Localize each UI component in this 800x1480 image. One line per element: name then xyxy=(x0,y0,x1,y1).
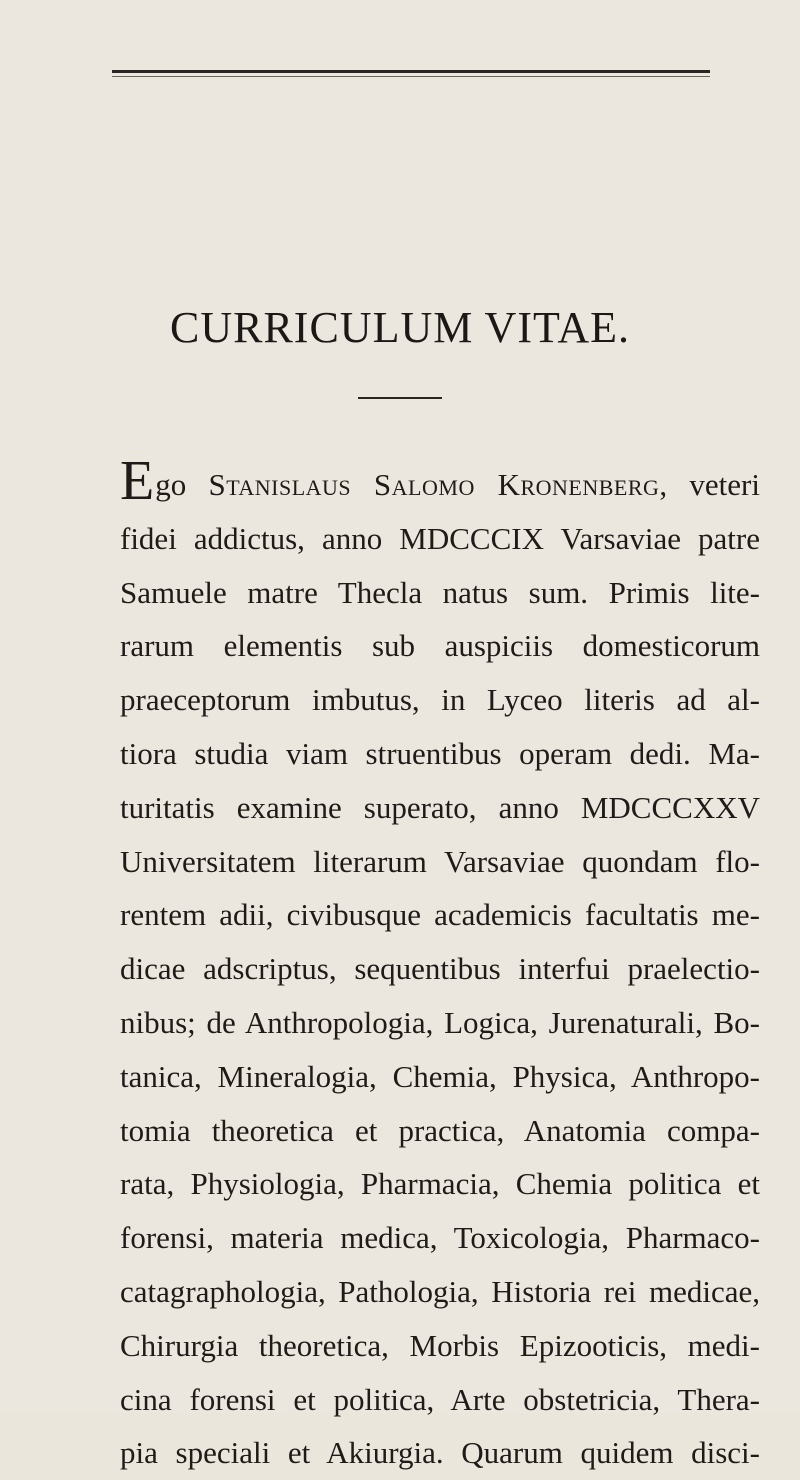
text-line: fidei addictus, anno MDCCCIX Varsaviae patre xyxy=(120,520,760,556)
text-line: tomia theoretica et practica, Anatomia compa- xyxy=(120,1112,760,1148)
show-through-ink xyxy=(110,95,710,295)
text-line: tiora studia viam struentibus operam dedi. Ma- xyxy=(120,735,760,771)
title-separator-rule xyxy=(358,397,442,399)
text-line: Universitatem literarum Varsaviae quondam flo- xyxy=(120,843,760,879)
drop-capital: E xyxy=(120,450,155,512)
text-line: turitatis examine superato, anno MDCCCXXV xyxy=(120,789,760,825)
text-line: Chirurgia theoretica, Morbis Epizooticis, medi- xyxy=(120,1327,760,1363)
opening-word-rest: go xyxy=(155,467,209,502)
author-name: Stanislaus Salomo Kronenberg xyxy=(208,467,660,502)
opening-line-tail: , veteri xyxy=(659,467,760,502)
text-line: dicae adscriptus, sequentibus interfui praelectio- xyxy=(120,951,760,987)
text-line: tanica, Mineralogia, Chemia, Physica, Anthropo- xyxy=(120,1058,760,1094)
text-line: pia speciali et Akiurgia. Quarum quidem disci- xyxy=(120,1435,760,1471)
text-line: rentem adii, civibusque academicis facultatis me- xyxy=(120,897,760,933)
text-line: catagraphologia, Pathologia, Historia rei medicae, xyxy=(120,1273,760,1309)
page-title: CURRICULUM VITAE. xyxy=(169,303,630,352)
text-line: forensi, materia medica, Toxicologia, Pharmaco- xyxy=(120,1220,760,1256)
top-double-rule xyxy=(112,70,710,73)
text-line: rarum elementis sub auspiciis domesticorum xyxy=(120,628,760,664)
body-paragraph xyxy=(120,450,760,1480)
text-line: rata, Physiologia, Pharmacia, Chemia politica et xyxy=(120,1166,760,1202)
top-thin-rule xyxy=(112,76,710,77)
text-line: nibus; de Anthropologia, Logica, Jurenaturali, Bo- xyxy=(120,1004,760,1040)
text-line: praeceptorum imbutus, in Lyceo literis ad al- xyxy=(120,682,760,718)
opening-line xyxy=(120,450,760,512)
text-line: Samuele matre Thecla natus sum. Primis lite- xyxy=(120,574,760,610)
text-line: cina forensi et politica, Arte obstetricia, Thera- xyxy=(120,1381,760,1417)
